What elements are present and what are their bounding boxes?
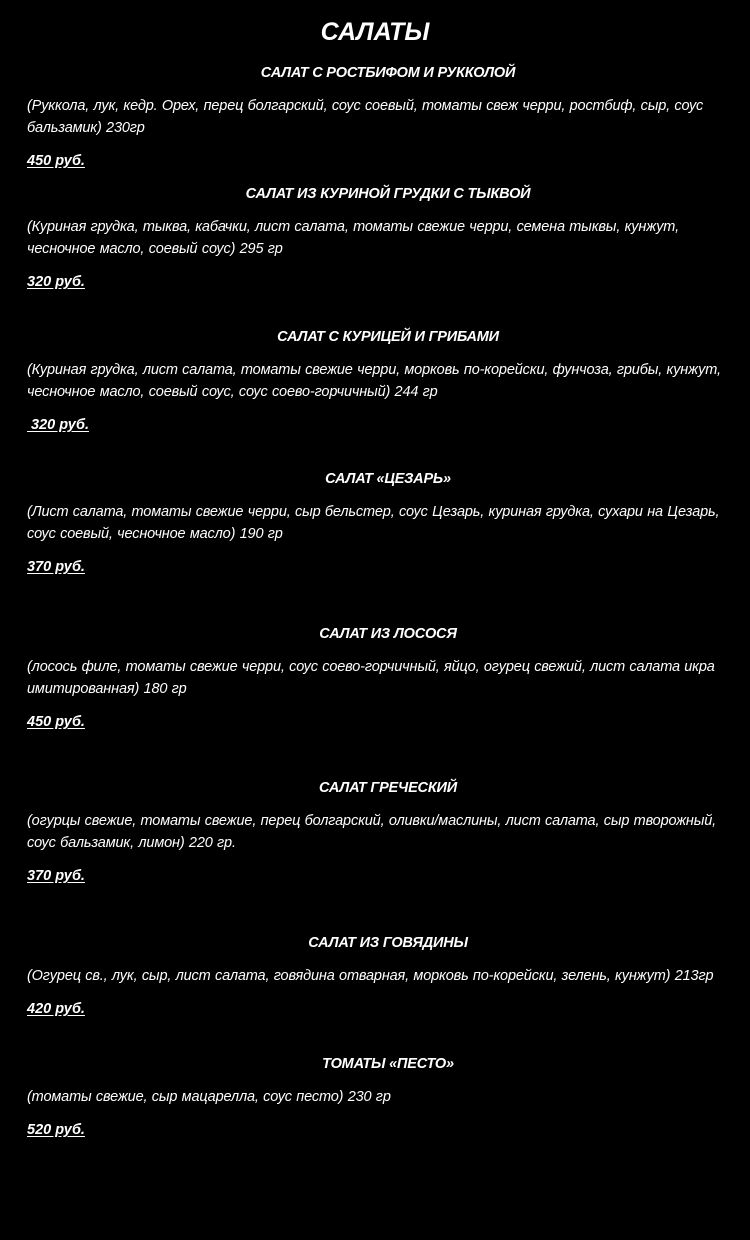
item-price: 320 руб. — [27, 417, 89, 433]
item-description: (Руккола, лук, кедр. Орех, перец болгарский, соус соевый, томаты свеж черри, ростбиф, сыр, соус бальзамик) 230гр — [27, 98, 704, 136]
item-price: 370 руб. — [27, 868, 85, 884]
item-description: (огурцы свежие, томаты свежие, перец болгарский, оливки/маслины, лист салата, сыр творожный, соус бальзамик, лимон) 220 гр. — [27, 813, 717, 851]
item-title: САЛАТ ГРЕЧЕСКИЙ — [318, 780, 458, 796]
item-price: 450 руб. — [27, 153, 85, 169]
item-price: 450 руб. — [27, 714, 85, 730]
item-title: САЛАТ ИЗ КУРИНОЙ ГРУДКИ С ТЫКВОЙ — [245, 186, 531, 202]
item-description: (Лист салата, томаты свежие черри, сыр бельстер, соус Цезарь, куриная грудка, сухари на Цезарь, соус соевый, чесночное масло) 190 гр — [27, 504, 720, 542]
item-title: САЛАТ ИЗ ЛОСОСЯ — [319, 626, 457, 642]
item-description: (Куриная грудка, тыква, кабачки, лист салата, томаты свежие черри, семена тыквы, кунжут, чесночное масло, соевый соус) 295 гр — [27, 219, 679, 257]
item-description: (Куриная грудка, лист салата, томаты свежие черри, морковь по-корейски, фунчоза, грибы, кунжут, чесночное масло, соевый соус, соус соево-горчичный) 244 гр — [27, 362, 721, 400]
item-price: 420 руб. — [27, 1001, 85, 1017]
item-description: (томаты свежие, сыр мацарелла, соус песто) 230 гр — [27, 1089, 391, 1105]
item-title: САЛАТ С РОСТБИФОМ И РУККОЛОЙ — [260, 65, 516, 81]
item-price: 320 руб. — [27, 274, 85, 290]
item-description: (лосось филе, томаты свежие черри, соус соево-горчичный, яйцо, огурец свежий, лист салата икра имитированная) 180 гр — [27, 659, 715, 697]
item-description: (Огурец св., лук, сыр, лист салата, говядина отварная, морковь по-корейски, зелень, кунжут) 213гр — [27, 968, 714, 984]
item-title: ТОМАТЫ «ПЕСТО» — [322, 1056, 454, 1072]
item-price: 370 руб. — [27, 559, 85, 575]
item-title: САЛАТ ИЗ ГОВЯДИНЫ — [308, 935, 468, 951]
item-price: 520 руб. — [27, 1122, 85, 1138]
item-title: САЛАТ С КУРИЦЕЙ И ГРИБАМИ — [277, 329, 499, 345]
item-title: САЛАТ «ЦЕЗАРЬ» — [325, 471, 451, 487]
page-title: САЛАТЫ — [320, 18, 430, 46]
